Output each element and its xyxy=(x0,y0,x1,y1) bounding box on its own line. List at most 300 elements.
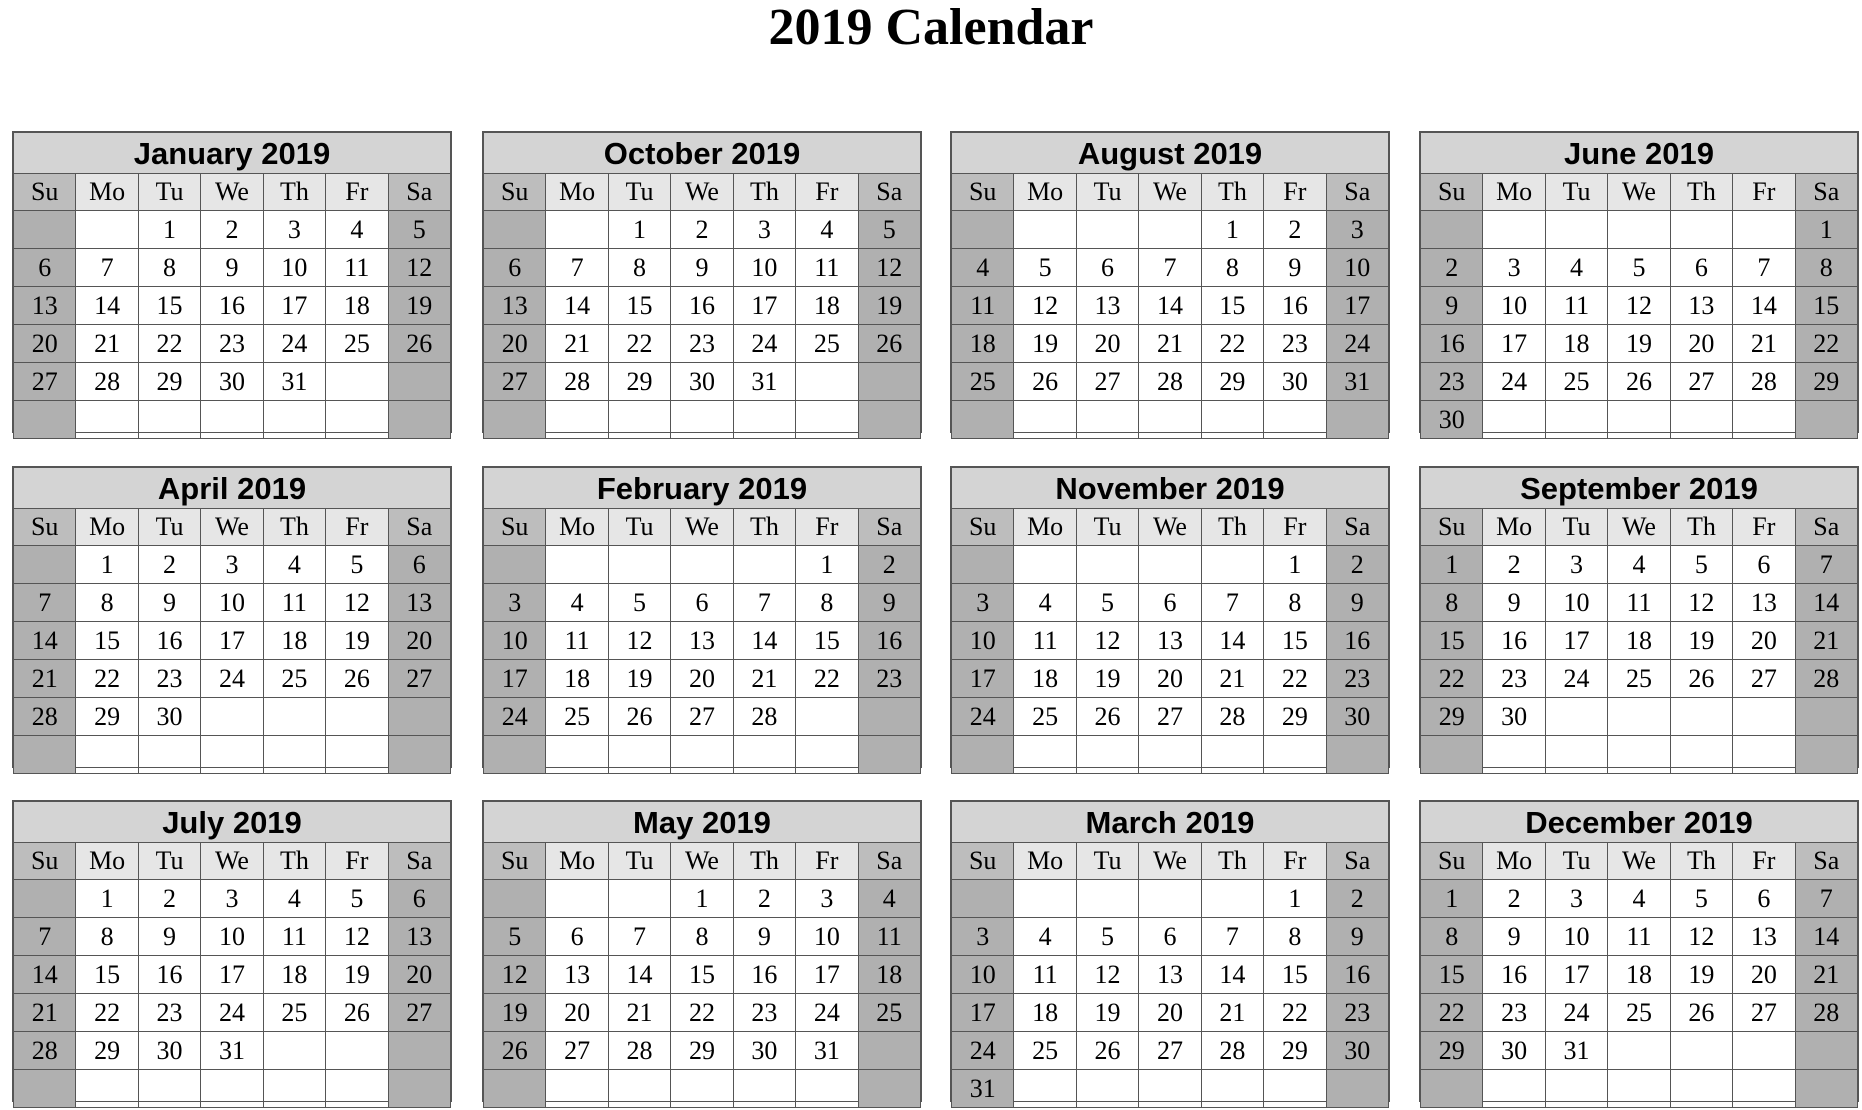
day-cell: 23 xyxy=(858,660,920,698)
day-cell xyxy=(1326,401,1388,439)
day-cell: 10 xyxy=(952,956,1014,994)
day-cell: 29 xyxy=(1201,363,1263,401)
day-cell xyxy=(1733,1032,1795,1070)
day-cell: 21 xyxy=(1795,956,1857,994)
day-cell: 11 xyxy=(1545,287,1607,325)
day-cell: 6 xyxy=(484,249,546,287)
day-cell: 21 xyxy=(1733,325,1795,363)
day-cell: 5 xyxy=(1670,880,1732,918)
day-cell xyxy=(201,401,263,439)
week-row xyxy=(484,1070,921,1108)
day-cell xyxy=(1795,401,1857,439)
day-cell xyxy=(608,736,670,774)
day-cell: 18 xyxy=(263,956,325,994)
week-row xyxy=(484,622,921,660)
day-cell: 24 xyxy=(1483,363,1545,401)
day-cell: 28 xyxy=(546,363,608,401)
day-cell: 21 xyxy=(608,994,670,1032)
day-cell: 29 xyxy=(76,698,138,736)
day-cell xyxy=(326,736,388,774)
day-cell: 14 xyxy=(546,287,608,325)
day-cell xyxy=(1670,401,1732,439)
day-cell xyxy=(76,401,138,439)
week-row xyxy=(14,546,451,584)
day-cell: 6 xyxy=(1733,546,1795,584)
day-cell: 21 xyxy=(1201,994,1263,1032)
day-cell: 15 xyxy=(76,622,138,660)
day-cell: 17 xyxy=(796,956,858,994)
weekday-label: We xyxy=(201,509,263,546)
day-cell: 25 xyxy=(796,325,858,363)
day-cell: 11 xyxy=(1608,584,1670,622)
week-row xyxy=(14,249,451,287)
day-cell: 19 xyxy=(1014,325,1076,363)
day-cell: 30 xyxy=(201,363,263,401)
day-cell xyxy=(14,211,76,249)
day-cell: 15 xyxy=(1264,956,1326,994)
day-cell: 20 xyxy=(1670,325,1732,363)
day-cell: 29 xyxy=(1795,363,1857,401)
week-row xyxy=(952,622,1389,660)
weekday-label: Sa xyxy=(858,174,920,211)
day-cell: 23 xyxy=(1421,363,1483,401)
day-cell: 21 xyxy=(1139,325,1201,363)
weekday-label: Mo xyxy=(1014,174,1076,211)
week-row xyxy=(1421,698,1858,736)
day-cell: 6 xyxy=(388,546,450,584)
day-cell xyxy=(326,363,388,401)
day-cell xyxy=(671,1070,733,1108)
day-cell xyxy=(263,736,325,774)
day-cell: 12 xyxy=(608,622,670,660)
day-cell xyxy=(733,546,795,584)
day-cell: 2 xyxy=(1326,880,1388,918)
week-row xyxy=(952,1032,1389,1070)
day-cell: 19 xyxy=(858,287,920,325)
day-cell: 29 xyxy=(1264,1032,1326,1070)
day-cell: 27 xyxy=(1733,660,1795,698)
day-cell xyxy=(1608,211,1670,249)
week-row xyxy=(1421,211,1858,249)
week-row xyxy=(484,287,921,325)
day-cell: 26 xyxy=(326,994,388,1032)
day-cell xyxy=(1670,1070,1732,1108)
day-cell: 25 xyxy=(326,325,388,363)
day-cell: 6 xyxy=(1670,249,1732,287)
day-cell xyxy=(1139,546,1201,584)
day-cell xyxy=(388,363,450,401)
day-cell: 6 xyxy=(14,249,76,287)
month-title: March 2019 xyxy=(952,802,1389,843)
week-row xyxy=(14,325,451,363)
day-cell: 20 xyxy=(388,956,450,994)
month-table xyxy=(13,801,451,1108)
day-cell xyxy=(796,363,858,401)
month-title: April 2019 xyxy=(14,468,451,509)
day-cell xyxy=(1264,736,1326,774)
day-cell: 25 xyxy=(858,994,920,1032)
weekday-label: We xyxy=(671,843,733,880)
day-cell: 30 xyxy=(138,1032,200,1070)
weekday-label: Th xyxy=(1201,509,1263,546)
weekday-label: Su xyxy=(1421,174,1483,211)
day-cell: 2 xyxy=(858,546,920,584)
day-cell: 24 xyxy=(201,994,263,1032)
day-cell xyxy=(201,698,263,736)
day-cell: 7 xyxy=(546,249,608,287)
day-cell: 21 xyxy=(14,660,76,698)
day-cell: 19 xyxy=(484,994,546,1032)
day-cell: 18 xyxy=(326,287,388,325)
day-cell xyxy=(14,880,76,918)
day-cell xyxy=(546,736,608,774)
weekday-label: We xyxy=(201,843,263,880)
day-cell: 23 xyxy=(1326,994,1388,1032)
week-row xyxy=(952,956,1389,994)
day-cell: 14 xyxy=(1139,287,1201,325)
week-row xyxy=(1421,1070,1858,1108)
day-cell xyxy=(1608,1032,1670,1070)
weekday-label: Th xyxy=(263,509,325,546)
day-cell xyxy=(76,211,138,249)
week-row xyxy=(1421,736,1858,774)
day-cell: 30 xyxy=(1483,698,1545,736)
day-cell: 8 xyxy=(1421,584,1483,622)
day-cell: 22 xyxy=(1421,660,1483,698)
week-row xyxy=(952,287,1389,325)
week-row xyxy=(1421,918,1858,956)
day-cell: 2 xyxy=(1483,880,1545,918)
day-cell: 25 xyxy=(1545,363,1607,401)
day-cell xyxy=(76,736,138,774)
day-cell: 20 xyxy=(1139,660,1201,698)
day-cell: 15 xyxy=(76,956,138,994)
day-cell xyxy=(858,1070,920,1108)
day-cell: 26 xyxy=(388,325,450,363)
day-cell: 11 xyxy=(1014,622,1076,660)
day-cell: 23 xyxy=(671,325,733,363)
weekday-label: Sa xyxy=(388,174,450,211)
day-cell: 1 xyxy=(1421,880,1483,918)
month-table xyxy=(13,467,451,774)
day-cell: 15 xyxy=(138,287,200,325)
month-title: June 2019 xyxy=(1421,133,1858,174)
day-cell: 12 xyxy=(1670,918,1732,956)
day-cell: 27 xyxy=(388,994,450,1032)
month-title: July 2019 xyxy=(14,802,451,843)
day-cell xyxy=(1326,736,1388,774)
day-cell: 26 xyxy=(326,660,388,698)
weekday-label: Su xyxy=(1421,843,1483,880)
day-cell: 31 xyxy=(733,363,795,401)
day-cell: 17 xyxy=(952,660,1014,698)
week-row xyxy=(1421,994,1858,1032)
day-cell: 25 xyxy=(263,994,325,1032)
day-cell: 25 xyxy=(1608,660,1670,698)
day-cell: 22 xyxy=(671,994,733,1032)
day-cell xyxy=(263,698,325,736)
day-cell: 20 xyxy=(388,622,450,660)
day-cell: 29 xyxy=(608,363,670,401)
day-cell: 13 xyxy=(546,956,608,994)
day-cell: 2 xyxy=(1421,249,1483,287)
day-cell: 12 xyxy=(1608,287,1670,325)
day-cell xyxy=(1421,736,1483,774)
day-cell: 3 xyxy=(733,211,795,249)
day-cell xyxy=(608,546,670,584)
day-cell xyxy=(1795,698,1857,736)
week-row xyxy=(1421,1032,1858,1070)
day-cell: 18 xyxy=(858,956,920,994)
weekday-label: Su xyxy=(484,174,546,211)
day-cell: 19 xyxy=(1076,660,1138,698)
weekday-label: Fr xyxy=(1264,509,1326,546)
weekday-label: Sa xyxy=(1326,509,1388,546)
day-cell xyxy=(952,880,1014,918)
month-title: August 2019 xyxy=(952,133,1389,174)
weekday-label: Mo xyxy=(1483,843,1545,880)
month-calendar xyxy=(482,131,922,433)
day-cell: 24 xyxy=(201,660,263,698)
day-cell xyxy=(1545,211,1607,249)
day-cell xyxy=(858,1032,920,1070)
day-cell: 18 xyxy=(796,287,858,325)
week-row xyxy=(484,363,921,401)
day-cell: 22 xyxy=(76,660,138,698)
day-cell xyxy=(1733,698,1795,736)
day-cell: 20 xyxy=(1076,325,1138,363)
day-cell: 3 xyxy=(1545,546,1607,584)
day-cell xyxy=(1201,880,1263,918)
day-cell: 31 xyxy=(796,1032,858,1070)
day-cell: 14 xyxy=(1795,918,1857,956)
day-cell: 17 xyxy=(952,994,1014,1032)
week-row xyxy=(14,918,451,956)
day-cell xyxy=(1139,736,1201,774)
weekday-label: Tu xyxy=(608,174,670,211)
day-cell xyxy=(1201,1070,1263,1108)
week-row xyxy=(484,546,921,584)
day-cell: 17 xyxy=(1545,622,1607,660)
weekday-label: We xyxy=(1139,509,1201,546)
day-cell: 4 xyxy=(1608,880,1670,918)
week-row xyxy=(484,211,921,249)
week-row xyxy=(484,401,921,439)
day-cell: 1 xyxy=(1264,880,1326,918)
week-row xyxy=(484,698,921,736)
day-cell xyxy=(1733,401,1795,439)
day-cell xyxy=(1139,1070,1201,1108)
week-row xyxy=(14,994,451,1032)
day-cell: 8 xyxy=(1795,249,1857,287)
week-row xyxy=(1421,660,1858,698)
day-cell: 1 xyxy=(671,880,733,918)
day-cell: 17 xyxy=(201,956,263,994)
day-cell xyxy=(388,1070,450,1108)
day-cell xyxy=(858,698,920,736)
day-cell: 2 xyxy=(1326,546,1388,584)
day-cell: 13 xyxy=(14,287,76,325)
weekday-label: We xyxy=(1608,843,1670,880)
day-cell: 14 xyxy=(1201,622,1263,660)
day-cell: 18 xyxy=(952,325,1014,363)
weekday-label: Fr xyxy=(1264,843,1326,880)
day-cell: 16 xyxy=(201,287,263,325)
day-cell: 15 xyxy=(1201,287,1263,325)
day-cell: 5 xyxy=(326,880,388,918)
day-cell: 28 xyxy=(1795,994,1857,1032)
day-cell xyxy=(326,1070,388,1108)
week-row xyxy=(14,880,451,918)
day-cell: 18 xyxy=(1608,622,1670,660)
month-table xyxy=(483,801,921,1108)
day-cell xyxy=(608,880,670,918)
day-cell: 25 xyxy=(1014,1032,1076,1070)
day-cell xyxy=(201,1070,263,1108)
day-cell: 12 xyxy=(1014,287,1076,325)
week-row xyxy=(484,736,921,774)
day-cell: 1 xyxy=(1421,546,1483,584)
day-cell xyxy=(546,211,608,249)
day-cell: 1 xyxy=(76,546,138,584)
day-cell: 11 xyxy=(1014,956,1076,994)
weekday-label: Sa xyxy=(858,509,920,546)
day-cell xyxy=(1483,401,1545,439)
weekday-label: Sa xyxy=(1795,174,1857,211)
day-cell: 15 xyxy=(671,956,733,994)
day-cell: 9 xyxy=(1326,584,1388,622)
day-cell xyxy=(138,736,200,774)
day-cell xyxy=(1670,698,1732,736)
day-cell xyxy=(546,546,608,584)
weekday-label: Th xyxy=(1670,843,1732,880)
week-row xyxy=(484,584,921,622)
day-cell xyxy=(1201,401,1263,439)
month-calendar xyxy=(12,466,452,768)
day-cell: 13 xyxy=(1733,918,1795,956)
day-cell: 28 xyxy=(14,698,76,736)
week-row xyxy=(1421,249,1858,287)
day-cell: 2 xyxy=(733,880,795,918)
day-cell: 9 xyxy=(138,584,200,622)
month-calendar xyxy=(12,131,452,433)
day-cell: 7 xyxy=(1733,249,1795,287)
day-cell: 4 xyxy=(326,211,388,249)
day-cell: 26 xyxy=(608,698,670,736)
day-cell: 1 xyxy=(608,211,670,249)
month-table xyxy=(951,132,1389,439)
week-row xyxy=(1421,584,1858,622)
day-cell: 17 xyxy=(201,622,263,660)
week-row xyxy=(484,325,921,363)
day-cell: 24 xyxy=(796,994,858,1032)
weekday-label: Sa xyxy=(1326,174,1388,211)
day-cell: 12 xyxy=(1076,956,1138,994)
day-cell: 26 xyxy=(484,1032,546,1070)
weekday-label: We xyxy=(671,174,733,211)
day-cell: 4 xyxy=(1014,918,1076,956)
day-cell xyxy=(1201,546,1263,584)
day-cell: 17 xyxy=(733,287,795,325)
day-cell: 23 xyxy=(733,994,795,1032)
week-row xyxy=(14,698,451,736)
day-cell: 11 xyxy=(263,584,325,622)
weekday-label: We xyxy=(1608,174,1670,211)
day-cell: 23 xyxy=(138,994,200,1032)
weekday-label: Fr xyxy=(326,509,388,546)
day-cell xyxy=(1201,736,1263,774)
weekday-label: Mo xyxy=(546,843,608,880)
day-cell: 29 xyxy=(1421,1032,1483,1070)
day-cell: 30 xyxy=(1483,1032,1545,1070)
day-cell: 28 xyxy=(1733,363,1795,401)
day-cell: 24 xyxy=(952,1032,1014,1070)
weekday-label: Tu xyxy=(1076,174,1138,211)
day-cell: 9 xyxy=(138,918,200,956)
weekday-label: We xyxy=(1139,174,1201,211)
day-cell: 18 xyxy=(1545,325,1607,363)
day-cell: 5 xyxy=(1608,249,1670,287)
day-cell: 2 xyxy=(138,546,200,584)
day-cell: 10 xyxy=(952,622,1014,660)
weekday-label: Mo xyxy=(1483,509,1545,546)
day-cell: 7 xyxy=(1201,584,1263,622)
weekday-label: Fr xyxy=(1264,174,1326,211)
weekday-label: Su xyxy=(14,174,76,211)
day-cell: 11 xyxy=(546,622,608,660)
weekday-label: Mo xyxy=(1014,509,1076,546)
month-calendar xyxy=(12,800,452,1102)
day-cell: 23 xyxy=(138,660,200,698)
day-cell: 3 xyxy=(201,880,263,918)
day-cell xyxy=(1483,736,1545,774)
day-cell: 8 xyxy=(608,249,670,287)
day-cell: 9 xyxy=(1421,287,1483,325)
weekday-label: Th xyxy=(263,843,325,880)
day-cell xyxy=(858,363,920,401)
day-cell xyxy=(1264,401,1326,439)
day-cell: 10 xyxy=(484,622,546,660)
day-cell: 30 xyxy=(1421,401,1483,439)
month-table xyxy=(951,467,1389,774)
day-cell xyxy=(1795,736,1857,774)
month-calendar xyxy=(950,466,1390,768)
day-cell xyxy=(263,401,325,439)
weekday-label: Fr xyxy=(796,509,858,546)
week-row xyxy=(952,211,1389,249)
weekday-label: Sa xyxy=(1795,509,1857,546)
weekday-label: Th xyxy=(1670,174,1732,211)
day-cell xyxy=(484,401,546,439)
day-cell: 29 xyxy=(1264,698,1326,736)
day-cell: 20 xyxy=(484,325,546,363)
day-cell: 16 xyxy=(138,622,200,660)
weekday-label: Mo xyxy=(76,843,138,880)
week-row xyxy=(484,956,921,994)
day-cell: 10 xyxy=(1326,249,1388,287)
day-cell: 12 xyxy=(326,918,388,956)
day-cell: 1 xyxy=(138,211,200,249)
day-cell: 15 xyxy=(1264,622,1326,660)
week-row xyxy=(14,622,451,660)
weekday-label: Fr xyxy=(796,843,858,880)
day-cell: 7 xyxy=(14,918,76,956)
day-cell xyxy=(671,736,733,774)
day-cell: 22 xyxy=(1201,325,1263,363)
day-cell: 22 xyxy=(608,325,670,363)
day-cell xyxy=(14,546,76,584)
day-cell: 22 xyxy=(1264,660,1326,698)
